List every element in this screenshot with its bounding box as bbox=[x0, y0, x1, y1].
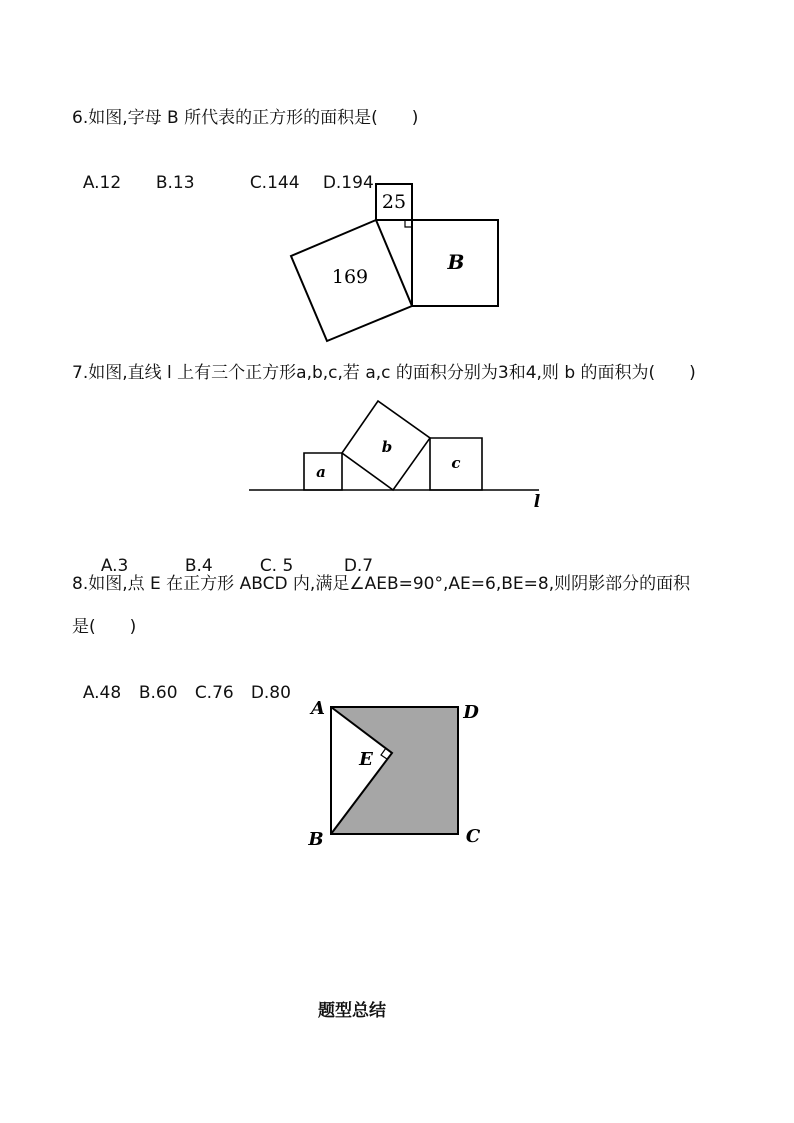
q7-label-l: l bbox=[533, 492, 541, 512]
q8-option-c: C.76 bbox=[194, 683, 234, 703]
q8-stem-line1: 8.如图,点 E 在正方形 ABCD 内,满足∠AEB=90°,AE=6,BE=8,则阴影部分的面积 bbox=[72, 574, 691, 594]
q8-label-a: A bbox=[311, 698, 325, 719]
q8-label-c: C bbox=[465, 826, 481, 847]
q6-label-169: 169 bbox=[331, 266, 369, 288]
q7-stem: 7.如图,直线 l 上有三个正方形a,b,c,若 a,c 的面积分别为3和4,则 b 的面积为( ) bbox=[72, 363, 696, 383]
q8-stem-line2: 是( ) bbox=[72, 617, 137, 637]
q6-right-angle-mark bbox=[405, 220, 412, 227]
q8-label-e: E bbox=[359, 749, 373, 770]
q7-label-c: c bbox=[451, 454, 461, 472]
q6-stem: 6.如图,字母 B 所代表的正方形的面积是( ) bbox=[72, 108, 419, 128]
q6-label-25: 25 bbox=[381, 191, 407, 213]
q8-options bbox=[72, 657, 291, 705]
q8-figure bbox=[300, 692, 490, 852]
q6-option-c: C.144 bbox=[249, 173, 300, 193]
q7-figure bbox=[245, 395, 545, 510]
q7-option-d: D.7 bbox=[343, 556, 374, 576]
q8-option-b: B.60 bbox=[138, 683, 178, 703]
q6-label-b: B bbox=[447, 250, 465, 274]
q6-option-a: A.12 bbox=[82, 173, 122, 193]
q7-label-b: b bbox=[381, 438, 393, 456]
q7-options bbox=[90, 530, 373, 578]
q7-option-a: A.3 bbox=[100, 556, 129, 576]
q8-label-b: B bbox=[308, 829, 324, 850]
summary-heading: 题型总结 bbox=[318, 1001, 386, 1021]
q8-label-d: D bbox=[463, 702, 479, 723]
q7-label-a: a bbox=[316, 463, 326, 481]
q6-figure bbox=[280, 175, 510, 350]
q7-option-b: B.4 bbox=[184, 556, 213, 576]
q8-option-a: A.48 bbox=[82, 683, 122, 703]
q6-option-d: D.194 bbox=[322, 173, 374, 193]
q6-option-b: B.13 bbox=[155, 173, 195, 193]
q8-option-d: D.80 bbox=[250, 683, 291, 703]
q8-shaded-region bbox=[331, 707, 458, 834]
q7-option-c: C. 5 bbox=[259, 556, 294, 576]
